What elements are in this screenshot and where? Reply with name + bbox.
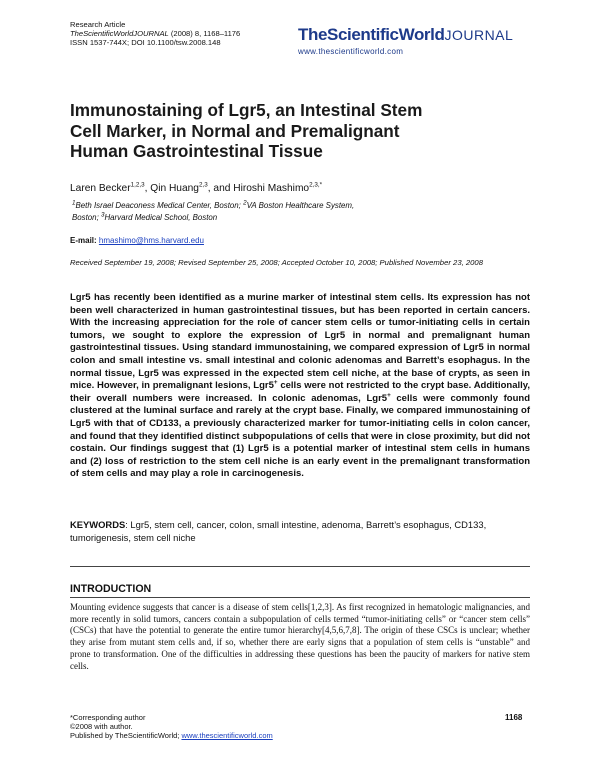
article-type: Research Article	[70, 20, 126, 29]
abstract	[70, 292, 530, 481]
author-name: , Qin Huang	[144, 183, 199, 194]
affiliation-text: VA Boston Healthcare System,	[246, 201, 355, 210]
affiliation-text: Harvard Medical School, Boston	[104, 213, 218, 222]
email-line	[70, 236, 204, 245]
section-heading: INTRODUCTION	[70, 583, 152, 595]
affiliation-number: 2	[243, 199, 247, 207]
author-affiliation-marker: 2,3	[198, 181, 208, 189]
affiliation-numbers: 2,3,	[309, 181, 320, 189]
corresponding-author-note: *Corresponding author	[70, 713, 146, 722]
superscript-plus: +	[387, 391, 391, 399]
affiliation-text: Boston;	[72, 213, 101, 222]
keywords-text: : Lgr5, stem cell, cancer, colon, small intestine, adenoma, Barrett’s esophagus, CD133, tumorigenesis, stem cell niche	[70, 519, 487, 543]
email-label: E-mail:	[70, 236, 97, 245]
author-affiliation-marker: 1,2,3	[130, 181, 145, 189]
keywords	[70, 519, 530, 544]
affiliation-number: 1	[72, 199, 76, 207]
abstract-text: cells were not restricted to the crypt base. Additionally, their overall numbers were increased. In colonic adenomas, Lgr5	[70, 380, 530, 404]
keywords-label: KEYWORDS	[70, 519, 126, 530]
abstract-text: Lgr5 has recently been identified as a murine marker of intestinal stem cells. Its expression has not been well characterized in human gastrointestinal tissues, but has been reported in certain cancers. With the increasing appreciation for the role of cancer stem cells or tumor-initiating cells in certain tumors, we sought to explore the expression of Lgr5 in normal and premalignant human gastrointestinal tissues. Using standard immunostaining, we compared expression of Lgr5 in normal colon and small intestine vs. small intestinal and colonic adenomas and Barrett’s esophagus. In the normal tissue, Lgr5 was expressed in the expected stem cell niche, at the base of crypts, as seen in mice. However, in premalignant lesions, Lgr5	[70, 292, 530, 392]
author-name: , and Hiroshi Mashimo	[207, 183, 310, 194]
article-header	[70, 20, 240, 48]
publisher-text: Published by TheScientificWorld;	[70, 731, 182, 740]
section-divider	[70, 597, 530, 598]
publication-dates: Received September 19, 2008; Revised September 25, 2008; Accepted October 10, 2008; Published November 23, 2008	[70, 258, 483, 267]
affiliation-number: 3	[100, 211, 105, 219]
affiliations	[72, 200, 432, 224]
journal-name: TheScientificWorldJOURNAL	[70, 29, 169, 39]
logo-name-journal: JOURNAL	[444, 27, 514, 43]
affiliation-text: Beth Israel Deaconess Medical Center, Boston;	[75, 201, 244, 210]
publisher-link[interactable]: www.thescientificworld.com	[181, 731, 273, 740]
introduction-paragraph: Mounting evidence suggests that cancer is a disease of stem cells[1,2,3]. As first recognized in hematologic malignancies, and more recently in solid tumors, cancers contain a subpopulation of cells termed “tumor-initiating cells” or “cancer stem cells” (CSCs) that have the potential to generate the entire tumor hierarchy[4,5,6,7,8]. The origin of these CSCs is unclear; whether they arise from mutant stem cells and, if so, whether there are early signs that a population of stem cells is “unstable” and prone to transformation. One of the difficulties in addressing these questions has been the paucity of markers for native stem cells.	[70, 602, 530, 671]
issn-doi: ISSN 1537-744X; DOI 10.1100/tsw.2008.148	[70, 38, 221, 48]
journal-volume-pages: (2008) 8, 1168–1176	[168, 29, 241, 39]
page-footer	[70, 713, 273, 740]
author-name: Laren Becker	[70, 183, 131, 194]
section-divider	[70, 566, 530, 567]
abstract-text: cells were commonly found clustered at the luminal surface and rarely at the crypt base. Finally, we compared immunostaining of Lgr5 with that of CD133, a previously characterized marker for tumor-initiating cells in colon cancer, and found that they identified distinct subpopulations of cells that were in close proximity, but did not costain. Our findings suggest that (1) Lgr5 is a potential marker of intestinal stem cells in humans and (2) loss of restriction to the stem cell niche is an early event in the premalignant transformation of stem cells and may play a role in carcinogenesis.	[70, 392, 530, 480]
email-link[interactable]: hmashimo@hms.harvard.edu	[98, 236, 204, 245]
publisher-line	[70, 731, 273, 740]
corresponding-star: *	[319, 181, 323, 189]
journal-logo	[298, 25, 528, 56]
copyright: ©2008 with author.	[70, 722, 133, 731]
author-affiliation-marker	[309, 182, 322, 189]
page-number: 1168	[505, 713, 523, 722]
logo-text	[298, 25, 528, 45]
journal-citation	[70, 29, 240, 38]
article-title: Immunostaining of Lgr5, an Intestinal Stem Cell Marker, in Normal and Premalignant Human Gastrointestinal Tissue	[70, 100, 423, 161]
superscript-plus: +	[273, 379, 278, 386]
author-list	[70, 183, 322, 194]
logo-url: www.thescientificworld.com	[298, 47, 404, 56]
logo-name-main: TheScientificWorld	[298, 25, 445, 44]
